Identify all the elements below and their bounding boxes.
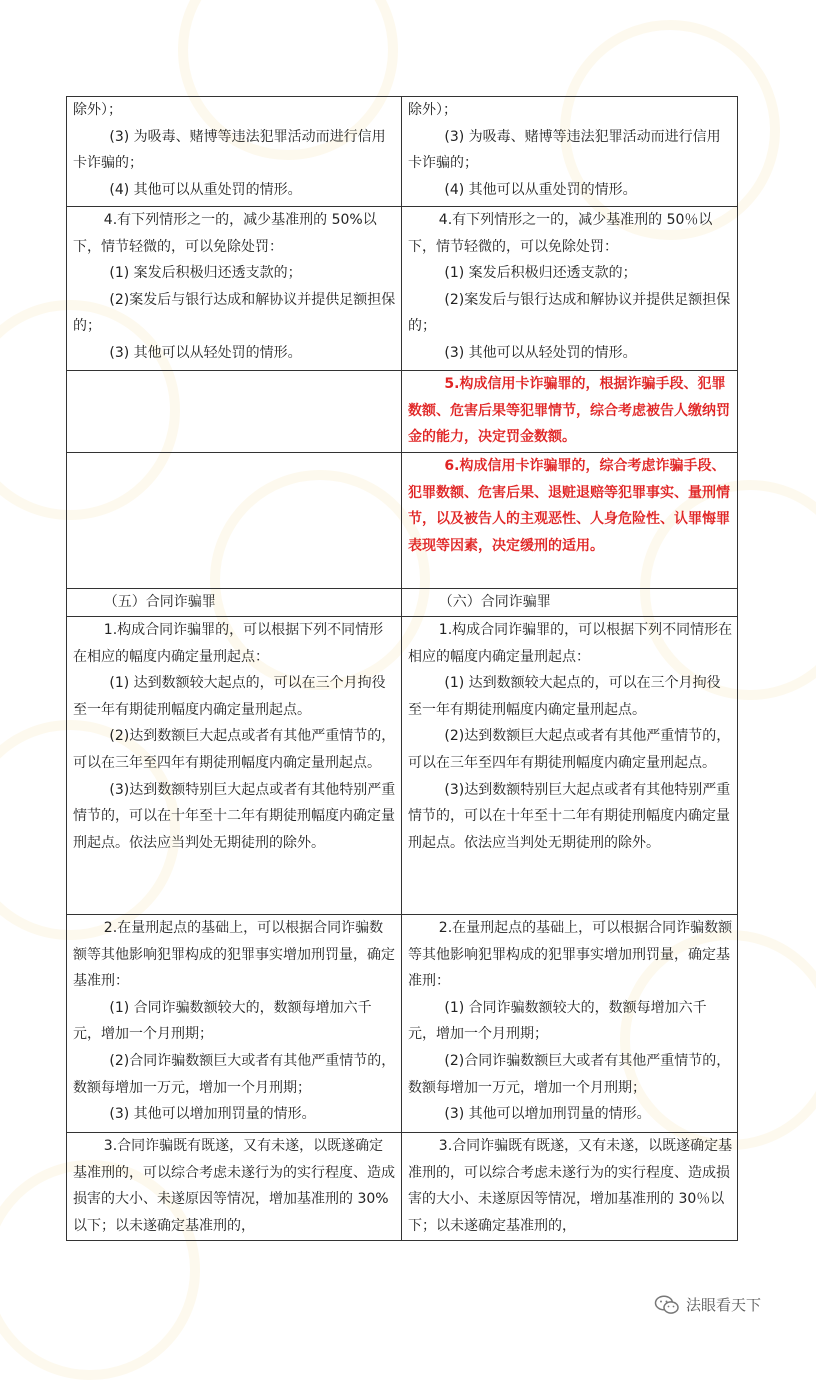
- paragraph: (1) 案发后积极归还透支款的；: [109, 265, 302, 282]
- table-row: [67, 97, 738, 207]
- paragraph: (2)合同诈骗数额巨大或者有其他严重情节的，数额每增加一万元，增加一个月刑期；: [408, 1052, 731, 1096]
- table-row: [67, 207, 738, 371]
- table-cell-right: [402, 589, 738, 617]
- paragraph: 除外）；: [73, 102, 122, 118]
- table-cell-right: [402, 1133, 738, 1241]
- highlighted-paragraph: 6.构成信用卡诈骗罪的，综合考虑诈骗手段、犯罪数额、危害后果、退赃退赔等犯罪事实、量刑情节，以及被告人的主观恶性、人身危险性、认罪悔罪表现等因素，决定缓刑的适用。: [408, 458, 730, 554]
- paragraph: (4) 其他可以从重处罚的情形。: [109, 181, 302, 198]
- table-cell-left: [67, 207, 402, 371]
- paragraph: (3) 为吸毒、赌博等违法犯罪活动而进行信用卡诈骗的；: [408, 128, 721, 172]
- paragraph: (3) 其他可以增加刑罚量的情形。: [444, 1106, 651, 1123]
- wechat-icon: [654, 1295, 680, 1315]
- table-cell-right: [402, 97, 738, 207]
- table-row: [67, 589, 738, 617]
- table-row: [67, 371, 738, 453]
- paragraph: (2)案发后与银行达成和解协议并提供足额担保的；: [73, 291, 396, 335]
- table-cell-left: [67, 915, 402, 1133]
- paragraph: 除外）；: [408, 102, 457, 118]
- table-row: [67, 1133, 738, 1241]
- table-cell-right: [402, 371, 738, 453]
- section-heading: （五）合同诈骗罪: [103, 594, 216, 610]
- table-cell-left: [67, 589, 402, 617]
- paragraph: (1) 达到数额较大起点的，可以在三个月拘役至一年有期徒刑幅度内确定量刑起点。: [73, 675, 386, 718]
- paragraph: (1) 案发后积极归还透支款的；: [444, 265, 637, 282]
- highlighted-paragraph: 5.构成信用卡诈骗罪的，根据诈骗手段、犯罪数额、危害后果等犯罪情节，综合考虑被告人缴纳罚金的能力，决定罚金数额。: [408, 376, 730, 446]
- paragraph: 1.构成合同诈骗罪的，可以根据下列不同情形在相应的幅度内确定量刑起点：: [73, 622, 384, 665]
- paragraph: (4) 其他可以从重处罚的情形。: [444, 181, 637, 198]
- paragraph: 3.合同诈骗既有既遂，又有未遂，以既遂确定基准刑的，可以综合考虑未遂行为的实行程度、造成损害的大小、未遂原因等情况，增加基准刑的 30%以下；以未遂确定基准刑的，: [73, 1138, 395, 1234]
- table-cell-left: [67, 617, 402, 915]
- paragraph: (2)合同诈骗数额巨大或者有其他严重情节的，数额每增加一万元，增加一个月刑期；: [73, 1052, 396, 1096]
- paragraph: (1) 合同诈骗数额较大的，数额每增加六千元，增加一个月刑期；: [408, 999, 707, 1043]
- paragraph: (3)达到数额特别巨大起点或者有其他特别严重情节的，可以在十年至十二年有期徒刑幅度内确定量刑起点。依法应当判处无期徒刑的除外。: [73, 781, 396, 851]
- paragraph: (3) 其他可以增加刑罚量的情形。: [109, 1106, 316, 1123]
- paragraph: 1.构成合同诈骗罪的，可以根据下列不同情形在相应的幅度内确定量刑起点：: [408, 622, 733, 665]
- paragraph: (3) 为吸毒、赌博等违法犯罪活动而进行信用卡诈骗的；: [73, 128, 386, 172]
- paragraph: 2.在量刑起点的基础上，可以根据合同诈骗数额等其他影响犯罪构成的犯罪事实增加刑罚量，确定基准刑：: [73, 920, 395, 990]
- table-row: [67, 915, 738, 1133]
- paragraph: 2.在量刑起点的基础上，可以根据合同诈骗数额等其他影响犯罪构成的犯罪事实增加刑罚量，确定基准刑：: [408, 920, 733, 990]
- table-cell-right: [402, 453, 738, 589]
- table-cell-left: [67, 97, 402, 207]
- table-cell-right: [402, 617, 738, 915]
- table-cell-left: [67, 1133, 402, 1241]
- table-row: [67, 453, 738, 589]
- paragraph: (2)案发后与银行达成和解协议并提供足额担保的；: [408, 291, 731, 335]
- paragraph: (1) 合同诈骗数额较大的，数额每增加六千元，增加一个月刑期；: [73, 999, 372, 1043]
- paragraph: (1) 达到数额较大起点的，可以在三个月拘役至一年有期徒刑幅度内确定量刑起点。: [408, 675, 721, 718]
- table-cell-right: [402, 207, 738, 371]
- footer-brand: [654, 1294, 761, 1315]
- paragraph: 3.合同诈骗既有既遂，又有未遂，以既遂确定基准刑的，可以综合考虑未遂行为的实行程度、造成损害的大小、未遂原因等情况，增加基准刑的 30％以下；以未遂确定基准刑的，: [408, 1138, 733, 1234]
- comparison-table: [66, 96, 738, 1241]
- paragraph: (2)达到数额巨大起点或者有其他严重情节的，可以在三年至四年有期徒刑幅度内确定量刑起点。: [408, 728, 731, 771]
- paragraph: 4.有下列情形之一的，减少基准刑的 50％以下，情节轻微的，可以免除处罚：: [408, 212, 713, 255]
- table-cell-right: [402, 915, 738, 1133]
- paragraph: (2)达到数额巨大起点或者有其他严重情节的，可以在三年至四年有期徒刑幅度内确定量刑起点。: [73, 728, 396, 771]
- table-cell-left-empty: [67, 371, 402, 453]
- paragraph: (3) 其他可以从轻处罚的情形。: [109, 344, 302, 361]
- table-cell-left-empty: [67, 453, 402, 589]
- paragraph: (3) 其他可以从轻处罚的情形。: [444, 344, 637, 361]
- brand-name: 法眼看天下: [686, 1296, 762, 1314]
- paragraph: (3)达到数额特别巨大起点或者有其他特别严重情节的，可以在十年至十二年有期徒刑幅度内确定量刑起点。依法应当判处无期徒刑的除外。: [408, 781, 731, 851]
- table-row: [67, 617, 738, 915]
- section-heading: （六）合同诈骗罪: [438, 594, 551, 610]
- paragraph: 4.有下列情形之一的，减少基准刑的 50%以下，情节轻微的，可以免除处罚：: [73, 212, 377, 255]
